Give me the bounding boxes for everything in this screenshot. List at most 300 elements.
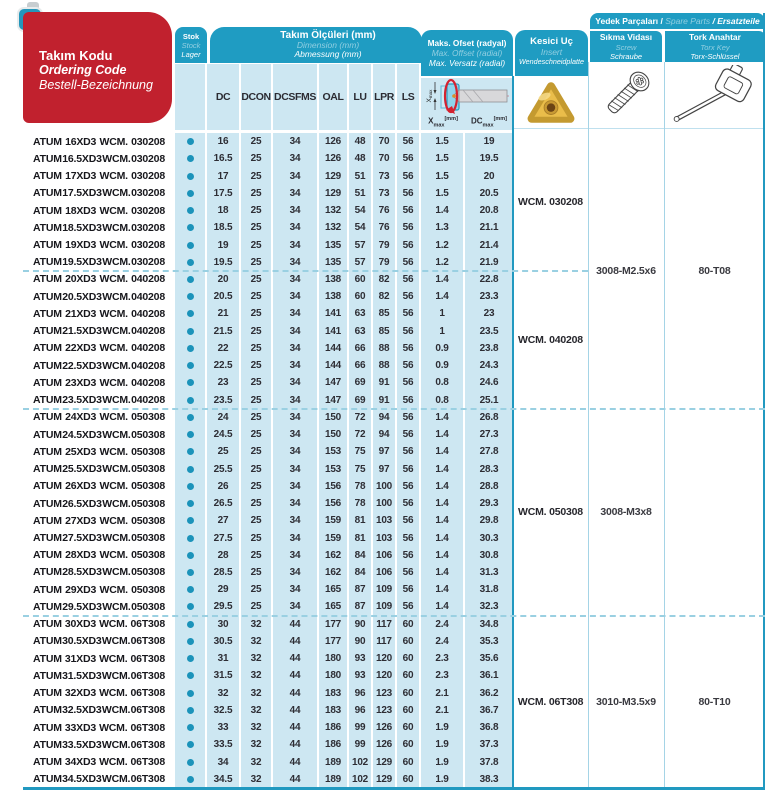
lpr-cell: 109 [373, 598, 397, 615]
xmax-cell: 1.5 [421, 133, 465, 150]
dcmax-cell: 19 [465, 133, 513, 150]
lpr-cell: 97 [373, 443, 397, 460]
dc-cell: 18 [207, 202, 241, 219]
stock-dot [187, 328, 194, 335]
screw-label-de: Schraube [609, 52, 643, 61]
lu-cell: 54 [349, 202, 373, 219]
dcsfms-cell: 34 [273, 495, 319, 512]
xmax-cell: 1.9 [421, 753, 465, 770]
table-row [23, 392, 513, 409]
ordering-code-cell [23, 564, 175, 581]
stock-dot [187, 724, 194, 731]
ordering-code: ATUM 22.5XD3 WCM. 040208 [33, 359, 165, 372]
ls-cell: 56 [397, 460, 421, 477]
ordering-code: ATUM 20.5XD3 WCM. 040208 [33, 290, 165, 303]
dcmax-label: $DC_{max}[mm]$ [470, 115, 508, 128]
oal-cell: 138 [319, 271, 349, 288]
lu-cell: 99 [349, 719, 373, 736]
dcsfms-cell: 34 [273, 305, 319, 322]
stock-dot [187, 690, 194, 697]
xmax-cell: 2.4 [421, 616, 465, 633]
stock-cell [175, 150, 207, 167]
oal-cell: 132 [319, 219, 349, 236]
screw-label-tr: Sıkma Vidası [599, 32, 653, 42]
lu-cell: 81 [349, 512, 373, 529]
xmax-cell: 1.4 [421, 478, 465, 495]
stock-dot [187, 310, 194, 317]
ordering-code: ATUM 26.5XD3 WCM. 050308 [33, 497, 165, 510]
dcmax-cell: 23.8 [465, 340, 513, 357]
xmax-cell: 1.4 [421, 512, 465, 529]
dcon-cell: 25 [241, 150, 273, 167]
dcon-cell: 25 [241, 529, 273, 546]
dcmax-cell: 30.3 [465, 529, 513, 546]
xmax-cell: 0.8 [421, 392, 465, 409]
dcon-cell: 32 [241, 667, 273, 684]
lpr-cell: 106 [373, 564, 397, 581]
ls-cell: 60 [397, 633, 421, 650]
oal-cell: 159 [319, 529, 349, 546]
dcmax-cell: 26.8 [465, 409, 513, 426]
dcon-cell: 25 [241, 581, 273, 598]
ordering-code: ATUM 28.5XD3 WCM. 050308 [33, 566, 165, 579]
dc-cell: 29 [207, 581, 241, 598]
dcsfms-cell: 34 [273, 357, 319, 374]
lpr-cell: 70 [373, 150, 397, 167]
dc-cell: 23 [207, 374, 241, 391]
xmax-cell: 1.4 [421, 271, 465, 288]
ls-cell: 60 [397, 702, 421, 719]
ordering-title-tr: Takım Kodu [39, 48, 113, 63]
stock-dot [187, 776, 194, 783]
lu-cell: 72 [349, 426, 373, 443]
ls-cell: 56 [397, 392, 421, 409]
xmax-cell: 1 [421, 305, 465, 322]
dcon-cell: 25 [241, 202, 273, 219]
stock-dot [187, 759, 194, 766]
ls-cell: 56 [397, 426, 421, 443]
ordering-code: ATUM 23.5XD3 WCM. 040208 [33, 394, 165, 407]
xmax-cell: 1.4 [421, 409, 465, 426]
ordering-code: ATUM 29XD3 WCM. 050308 [33, 583, 165, 596]
stock-cell [175, 650, 207, 667]
oal-cell: 183 [319, 702, 349, 719]
xmax-cell: 1.9 [421, 771, 465, 788]
table-row [23, 650, 513, 667]
stock-cell [175, 598, 207, 615]
group-separator-dash [23, 615, 765, 617]
screw-icon [596, 65, 656, 125]
ordering-code-cell [23, 460, 175, 477]
dcmax-cell: 37.3 [465, 736, 513, 753]
dcsfms-cell: 44 [273, 685, 319, 702]
insert-column [513, 133, 588, 788]
ordering-code: ATUM 30.5XD3 WCM. 06T308 [33, 635, 165, 648]
stock-dot [187, 552, 194, 559]
dc-cell: 24 [207, 409, 241, 426]
stock-dot [187, 362, 194, 369]
stock-dot [187, 414, 194, 421]
table-row [23, 202, 513, 219]
dcsfms-cell: 34 [273, 598, 319, 615]
dim-col-label: OAL [319, 64, 349, 130]
screw-span-cell: 3008-M3x8 [600, 506, 652, 519]
ordering-code: ATUM 18.5XD3 WCM. 030208 [33, 221, 165, 234]
ls-cell: 56 [397, 202, 421, 219]
dc-cell: 30.5 [207, 633, 241, 650]
ls-cell: 56 [397, 547, 421, 564]
ordering-code: ATUM 19.5XD3 WCM. 030208 [33, 256, 165, 269]
lu-cell: 96 [349, 685, 373, 702]
dcmax-cell: 20.8 [465, 202, 513, 219]
dcmax-cell: 37.8 [465, 753, 513, 770]
dcsfms-cell: 34 [273, 288, 319, 305]
ls-cell: 56 [397, 340, 421, 357]
insert-label-tr: Kesici Uç [530, 36, 573, 47]
trigon-insert-icon [525, 80, 577, 126]
ordering-code: ATUM 17XD3 WCM. 030208 [33, 170, 165, 183]
xmax-cell: 1.9 [421, 719, 465, 736]
xmax-cell: 0.9 [421, 340, 465, 357]
oal-cell: 165 [319, 598, 349, 615]
oal-cell: 156 [319, 495, 349, 512]
ls-cell: 56 [397, 167, 421, 184]
ordering-code-cell [23, 185, 175, 202]
ordering-code-header [23, 12, 172, 123]
lu-cell: 69 [349, 392, 373, 409]
lu-cell: 63 [349, 305, 373, 322]
ordering-code: ATUM 31XD3 WCM. 06T308 [33, 652, 165, 665]
torx-column [664, 133, 765, 788]
table-row [23, 460, 513, 477]
ordering-code: ATUM 24XD3 WCM. 050308 [33, 411, 165, 424]
dc-cell: 32 [207, 685, 241, 702]
lu-cell: 81 [349, 529, 373, 546]
dcon-cell: 32 [241, 736, 273, 753]
dc-cell: 21 [207, 305, 241, 322]
dcsfms-cell: 34 [273, 392, 319, 409]
dcmax-cell: 32.3 [465, 598, 513, 615]
screw-span-cell: 3010-M3.5x9 [596, 695, 656, 708]
table-row [23, 340, 513, 357]
dc-cell: 19 [207, 236, 241, 253]
insert-column-left-border [512, 76, 514, 789]
ls-cell: 56 [397, 512, 421, 529]
dcon-cell: 25 [241, 357, 273, 374]
spare-label-en: Spare Parts [665, 16, 711, 26]
table-row [23, 495, 513, 512]
dc-cell: 31 [207, 650, 241, 667]
dc-cell: 27 [207, 512, 241, 529]
ls-cell: 60 [397, 616, 421, 633]
dcsfms-cell: 34 [273, 547, 319, 564]
ls-cell: 56 [397, 288, 421, 305]
xmax-cell: 1.4 [421, 529, 465, 546]
lu-cell: 78 [349, 478, 373, 495]
dcon-cell: 25 [241, 460, 273, 477]
dcsfms-cell: 34 [273, 478, 319, 495]
oal-cell: 180 [319, 650, 349, 667]
screw-span-cell: 3008-M2.5x6 [596, 264, 656, 277]
lu-cell: 90 [349, 633, 373, 650]
ordering-code-cell [23, 443, 175, 460]
xmax-cell: 1.9 [421, 736, 465, 753]
dcmax-cell: 28.8 [465, 478, 513, 495]
dcon-cell: 25 [241, 167, 273, 184]
dcmax-cell: 30.8 [465, 547, 513, 564]
ordering-code: ATUM 16XD3 WCM. 030208 [33, 135, 165, 148]
dcon-cell: 32 [241, 685, 273, 702]
group-separator-dash [23, 270, 588, 272]
offset-label-en: Max. Offset (radial) [431, 48, 503, 58]
stock-cell [175, 581, 207, 598]
ordering-code-cell [23, 581, 175, 598]
insert-label-en: Insert [540, 47, 563, 57]
insert-image-cell [513, 78, 588, 128]
dc-cell: 28.5 [207, 564, 241, 581]
dc-cell: 21.5 [207, 323, 241, 340]
dc-cell: 34.5 [207, 771, 241, 788]
ls-cell: 56 [397, 236, 421, 253]
lu-cell: 75 [349, 460, 373, 477]
xmax-cell: 1.3 [421, 219, 465, 236]
ordering-code: ATUM 19XD3 WCM. 030208 [33, 239, 165, 252]
oal-cell: 177 [319, 633, 349, 650]
table-row [23, 667, 513, 684]
xmax-cell: 1.4 [421, 564, 465, 581]
stock-cell [175, 254, 207, 271]
lu-cell: 48 [349, 133, 373, 150]
ordering-code-cell [23, 529, 175, 546]
dcon-cell: 25 [241, 288, 273, 305]
table-row [23, 685, 513, 702]
table-row [23, 736, 513, 753]
oal-cell: 144 [319, 340, 349, 357]
dcon-cell: 25 [241, 340, 273, 357]
stock-cell [175, 323, 207, 340]
dcmax-cell: 21.4 [465, 236, 513, 253]
xmax-cell: 1.5 [421, 150, 465, 167]
table-row [23, 409, 513, 426]
stock-dot [187, 535, 194, 542]
screw-column [588, 133, 664, 788]
lpr-cell: 85 [373, 323, 397, 340]
oal-cell: 186 [319, 719, 349, 736]
xmax-cell: 1.4 [421, 202, 465, 219]
lpr-cell: 120 [373, 667, 397, 684]
oal-cell: 132 [319, 202, 349, 219]
table-row [23, 236, 513, 253]
ls-cell: 60 [397, 650, 421, 667]
table-row [23, 512, 513, 529]
dc-cell: 16.5 [207, 150, 241, 167]
dcon-cell: 32 [241, 633, 273, 650]
oal-cell: 150 [319, 409, 349, 426]
dcmax-cell: 24.6 [465, 374, 513, 391]
stock-dot [187, 293, 194, 300]
oal-cell: 147 [319, 374, 349, 391]
lpr-cell: 88 [373, 357, 397, 374]
torx-key-image-cell [664, 62, 765, 128]
lpr-cell: 76 [373, 202, 397, 219]
xmax-cell: 1.5 [421, 185, 465, 202]
stock-dot [187, 173, 194, 180]
xmax-label: $X_{max}[mm]$ [428, 115, 458, 128]
dcsfms-cell: 34 [273, 202, 319, 219]
dcon-cell: 25 [241, 598, 273, 615]
dcsfms-cell: 44 [273, 719, 319, 736]
spare-label-tr: Yedek Parçaları / [595, 16, 666, 26]
dcon-cell: 25 [241, 236, 273, 253]
oal-cell: 162 [319, 564, 349, 581]
dc-cell: 17 [207, 167, 241, 184]
stock-cell [175, 685, 207, 702]
dcmax-cell: 31.3 [465, 564, 513, 581]
oal-cell: 156 [319, 478, 349, 495]
stock-dot [187, 259, 194, 266]
stock-cell [175, 288, 207, 305]
ordering-code: ATUM 32XD3 WCM. 06T308 [33, 687, 165, 700]
dc-cell: 23.5 [207, 392, 241, 409]
oal-cell: 153 [319, 460, 349, 477]
lu-cell: 84 [349, 547, 373, 564]
torx-key-icon [669, 65, 761, 125]
table-row [23, 443, 513, 460]
lu-cell: 102 [349, 771, 373, 788]
dcsfms-cell: 44 [273, 650, 319, 667]
dcon-cell: 25 [241, 443, 273, 460]
dcsfms-cell: 34 [273, 374, 319, 391]
dcsfms-cell: 34 [273, 426, 319, 443]
oal-cell: 189 [319, 771, 349, 788]
dim-col-label: DCSFMS [273, 64, 319, 130]
xmax-cell: 0.8 [421, 374, 465, 391]
stock-dot [187, 397, 194, 404]
oal-cell: 129 [319, 167, 349, 184]
table-right-border [763, 13, 765, 789]
stock-cell [175, 357, 207, 374]
ls-cell: 56 [397, 529, 421, 546]
offset-label-de: Max. Versatz (radial) [428, 58, 506, 68]
ordering-code: ATUM 18XD3 WCM. 030208 [33, 204, 165, 217]
xmax-cell: 2.3 [421, 667, 465, 684]
lu-cell: 48 [349, 150, 373, 167]
lpr-cell: 103 [373, 529, 397, 546]
ls-cell: 56 [397, 374, 421, 391]
stock-dot [187, 138, 194, 145]
dcon-cell: 25 [241, 512, 273, 529]
stock-dot [187, 466, 194, 473]
dcon-cell: 32 [241, 650, 273, 667]
oal-cell: 180 [319, 667, 349, 684]
screw-header [590, 31, 662, 62]
oal-cell: 138 [319, 288, 349, 305]
dcon-cell: 32 [241, 771, 273, 788]
dcmax-cell: 27.3 [465, 426, 513, 443]
ordering-code-cell [23, 167, 175, 184]
dc-cell: 19.5 [207, 254, 241, 271]
torx-span-cell [664, 409, 765, 616]
svg-text:Xmax: Xmax [426, 89, 433, 103]
lpr-cell: 73 [373, 185, 397, 202]
ordering-code-cell [23, 323, 175, 340]
dimensions-label-tr: Takım Ölçüleri (mm) [280, 30, 376, 41]
dc-cell: 30 [207, 616, 241, 633]
insert-span-cell: WCM. 06T308 [517, 695, 584, 708]
dcmax-cell: 28.3 [465, 460, 513, 477]
dcsfms-cell: 34 [273, 443, 319, 460]
screw-label-en: Screw [615, 42, 637, 52]
dcon-cell: 25 [241, 374, 273, 391]
lpr-cell: 88 [373, 340, 397, 357]
ordering-code-cell [23, 702, 175, 719]
xmax-cell: 1.4 [421, 547, 465, 564]
stock-cell [175, 219, 207, 236]
stock-dot [187, 242, 194, 249]
stock-cell [175, 633, 207, 650]
dc-cell: 22.5 [207, 357, 241, 374]
dcmax-cell: 34.8 [465, 616, 513, 633]
xmax-cell: 1 [421, 323, 465, 340]
dcmax-cell: 20 [465, 167, 513, 184]
ordering-code: ATUM 20XD3 WCM. 040208 [33, 273, 165, 286]
dc-cell: 34 [207, 753, 241, 770]
lpr-cell: 97 [373, 460, 397, 477]
dim-col-label: LS [397, 64, 421, 130]
lpr-cell: 73 [373, 167, 397, 184]
stock-label-de: Lager [181, 50, 201, 59]
stock-dot [187, 517, 194, 524]
dcon-cell: 32 [241, 702, 273, 719]
dcsfms-cell: 34 [273, 167, 319, 184]
ls-cell: 60 [397, 753, 421, 770]
ordering-code-cell [23, 771, 175, 788]
stock-dot [187, 190, 194, 197]
lpr-cell: 82 [373, 288, 397, 305]
oal-cell: 189 [319, 753, 349, 770]
lpr-cell: 79 [373, 236, 397, 253]
lu-cell: 99 [349, 736, 373, 753]
dcsfms-cell: 44 [273, 771, 319, 788]
dcmax-cell: 36.8 [465, 719, 513, 736]
ordering-code: ATUM 30XD3 WCM. 06T308 [33, 618, 165, 631]
dcsfms-cell: 34 [273, 271, 319, 288]
lu-cell: 102 [349, 753, 373, 770]
ordering-code-cell [23, 719, 175, 736]
ordering-code-cell [23, 753, 175, 770]
ordering-title-en: Ordering Code [39, 63, 127, 77]
insert-span-cell: WCM. 040208 [518, 333, 583, 346]
dc-cell: 20.5 [207, 288, 241, 305]
ls-cell: 56 [397, 409, 421, 426]
ordering-code: ATUM 31.5XD3 WCM. 06T308 [33, 669, 165, 682]
lu-cell: 87 [349, 581, 373, 598]
lu-cell: 78 [349, 495, 373, 512]
dcmax-cell: 36.1 [465, 667, 513, 684]
ls-cell: 60 [397, 736, 421, 753]
lpr-cell: 76 [373, 219, 397, 236]
xmax-cell: 2.1 [421, 685, 465, 702]
stock-dot [187, 155, 194, 162]
lpr-cell: 106 [373, 547, 397, 564]
dcon-cell: 25 [241, 185, 273, 202]
ls-cell: 56 [397, 495, 421, 512]
ordering-code: ATUM 27XD3 WCM. 050308 [33, 514, 165, 527]
dcsfms-cell: 34 [273, 236, 319, 253]
dc-cell: 17.5 [207, 185, 241, 202]
ordering-code: ATUM 26XD3 WCM. 050308 [33, 480, 165, 493]
dcsfms-cell: 34 [273, 254, 319, 271]
